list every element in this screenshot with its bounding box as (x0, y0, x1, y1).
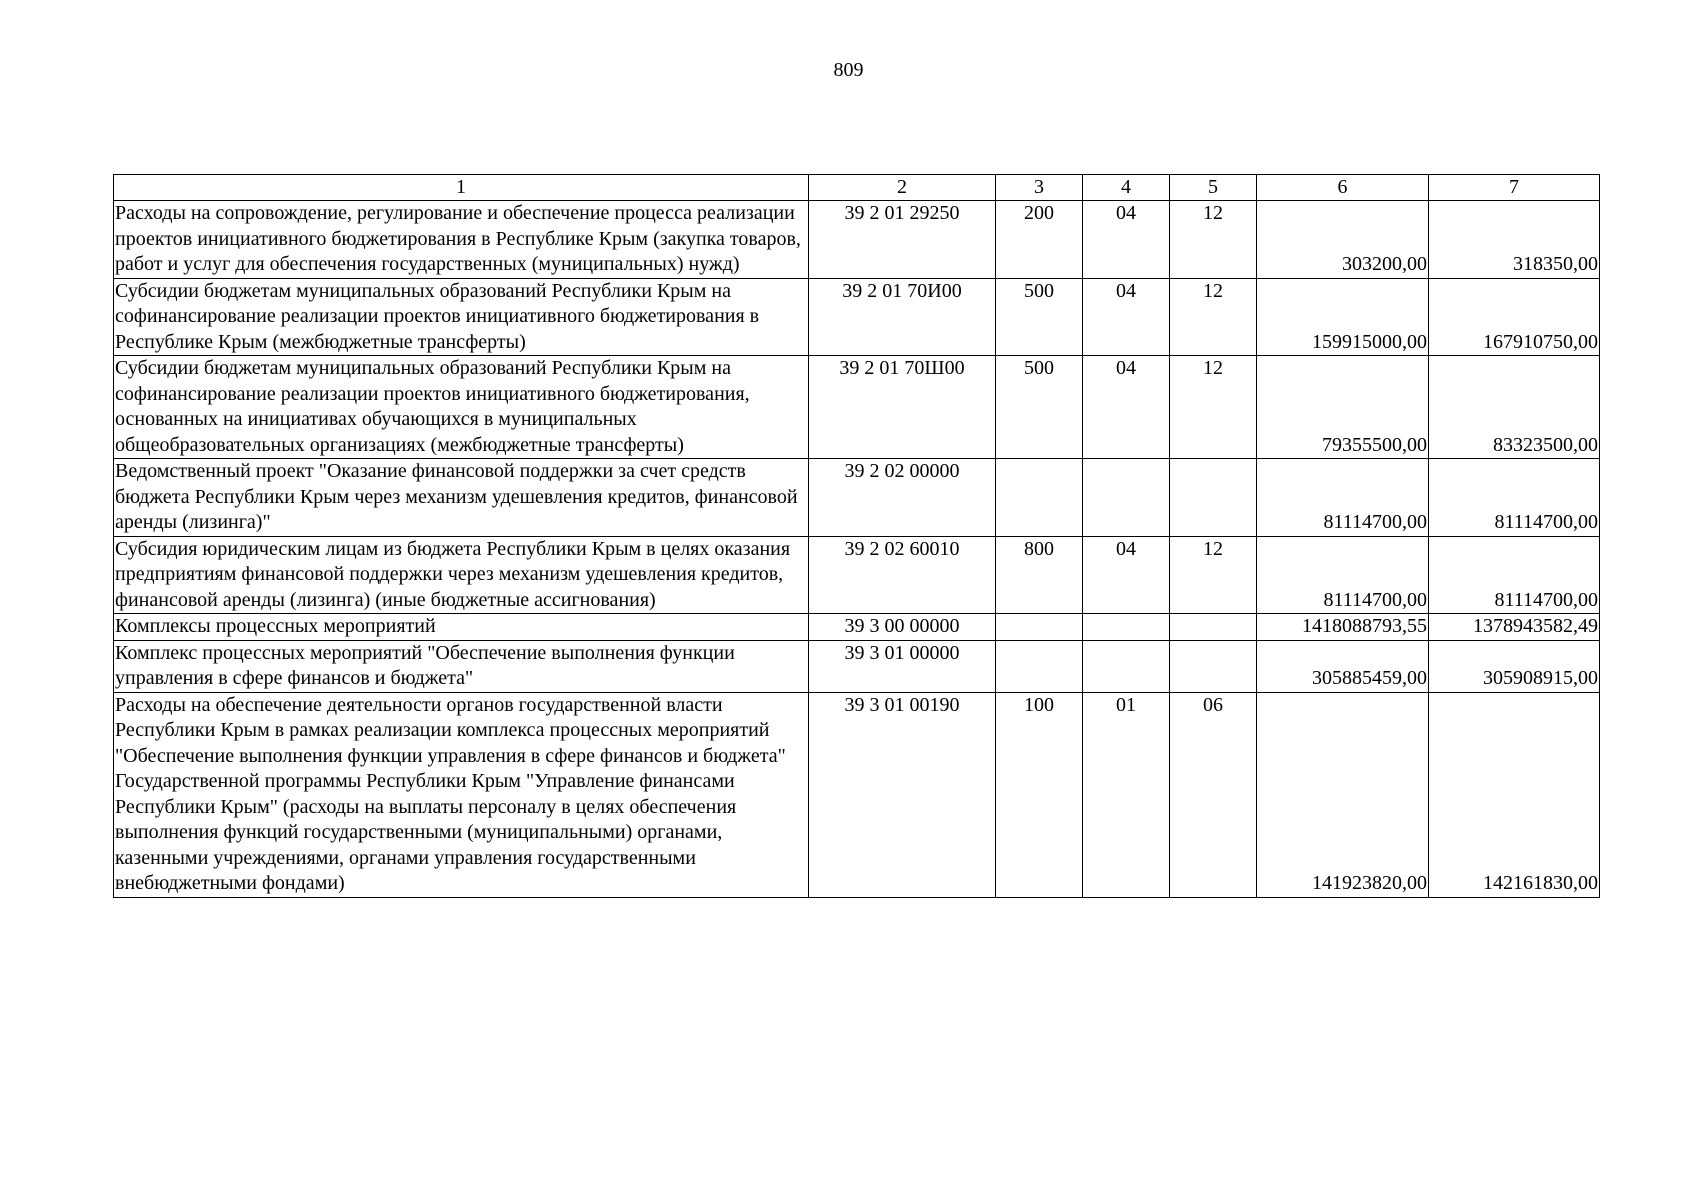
row-col4 (1083, 459, 1170, 537)
row-description: Субсидии бюджетам муниципальных образований Республики Крым на софинансирование реализации проектов инициативного бюджетирования в Республике Крым (межбюджетные трансферты) (114, 278, 809, 356)
row-col3: 200 (996, 201, 1083, 279)
row-description: Субсидии бюджетам муниципальных образований Республики Крым на софинансирование реализации проектов инициативного бюджетирования, основанных на инициативах обучающихся в муниципальных общеобразовательных организациях (межбюджетные трансферты) (114, 356, 809, 459)
row-amount-7: 305908915,00 (1429, 640, 1600, 692)
row-col3: 500 (996, 356, 1083, 459)
row-code: 39 2 01 70Ш00 (809, 356, 996, 459)
row-col4: 04 (1083, 356, 1170, 459)
row-amount-6: 141923820,00 (1257, 692, 1429, 897)
row-col5 (1170, 459, 1257, 537)
row-amount-6: 81114700,00 (1257, 536, 1429, 614)
row-col4 (1083, 614, 1170, 641)
column-header: 1 (114, 175, 809, 201)
row-col3: 500 (996, 278, 1083, 356)
row-amount-6: 79355500,00 (1257, 356, 1429, 459)
row-col5: 12 (1170, 356, 1257, 459)
row-code: 39 2 02 00000 (809, 459, 996, 537)
row-col4: 04 (1083, 278, 1170, 356)
row-col5: 06 (1170, 692, 1257, 897)
row-amount-6: 1418088793,55 (1257, 614, 1429, 641)
row-code: 39 2 02 60010 (809, 536, 996, 614)
row-amount-7: 81114700,00 (1429, 536, 1600, 614)
row-code: 39 2 01 29250 (809, 201, 996, 279)
row-description: Расходы на обеспечение деятельности органов государственной власти Республики Крым в рамках реализации комплекса процессных мероприятий "Обеспечение выполнения функции управления в сфере финансов и бюджета" Государственной программы Республики Крым "Управление финансами Республики Крым" (расходы на выплаты персоналу в целях обеспечения выполнения функций государственными (муниципальными) органами, казенными учреждениями, органами управления государственными внебюджетными фондами) (114, 692, 809, 897)
row-code: 39 3 01 00190 (809, 692, 996, 897)
column-header: 3 (996, 175, 1083, 201)
budget-table (113, 174, 1600, 898)
row-amount-6: 159915000,00 (1257, 278, 1429, 356)
row-amount-7: 1378943582,49 (1429, 614, 1600, 641)
row-amount-7: 81114700,00 (1429, 459, 1600, 537)
row-col4: 04 (1083, 536, 1170, 614)
row-amount-6: 303200,00 (1257, 201, 1429, 279)
row-col3 (996, 459, 1083, 537)
column-header: 5 (1170, 175, 1257, 201)
table-row (114, 459, 1600, 537)
column-header: 6 (1257, 175, 1429, 201)
table-row (114, 692, 1600, 897)
column-header: 7 (1429, 175, 1600, 201)
row-col4 (1083, 640, 1170, 692)
row-col5 (1170, 640, 1257, 692)
row-col3: 800 (996, 536, 1083, 614)
row-code: 39 3 00 00000 (809, 614, 996, 641)
row-col4: 04 (1083, 201, 1170, 279)
row-amount-6: 305885459,00 (1257, 640, 1429, 692)
column-header: 4 (1083, 175, 1170, 201)
row-description: Комплекс процессных мероприятий "Обеспечение выполнения функции управления в сфере финансов и бюджета" (114, 640, 809, 692)
table-row (114, 201, 1600, 279)
table-row (114, 536, 1600, 614)
row-description: Комплексы процессных мероприятий (114, 614, 809, 641)
row-code: 39 3 01 00000 (809, 640, 996, 692)
row-amount-6: 81114700,00 (1257, 459, 1429, 537)
row-col5: 12 (1170, 278, 1257, 356)
row-col5 (1170, 614, 1257, 641)
row-col5: 12 (1170, 201, 1257, 279)
table-row (114, 614, 1600, 641)
column-header-row (114, 175, 1600, 201)
row-col3 (996, 614, 1083, 641)
row-amount-7: 83323500,00 (1429, 356, 1600, 459)
row-description: Субсидия юридическим лицам из бюджета Республики Крым в целях оказания предприятиям финансовой поддержки через механизм удешевления кредитов, финансовой аренды (лизинга) (иные бюджетные ассигнования) (114, 536, 809, 614)
row-amount-7: 318350,00 (1429, 201, 1600, 279)
row-col3: 100 (996, 692, 1083, 897)
row-description: Ведомственный проект "Оказание финансовой поддержки за счет средств бюджета Республики Крым через механизм удешевления кредитов, финансовой аренды (лизинга)" (114, 459, 809, 537)
page-number: 809 (833, 59, 864, 81)
row-amount-7: 142161830,00 (1429, 692, 1600, 897)
row-col5: 12 (1170, 536, 1257, 614)
column-header: 2 (809, 175, 996, 201)
row-col3 (996, 640, 1083, 692)
table-row (114, 640, 1600, 692)
row-code: 39 2 01 70И00 (809, 278, 996, 356)
row-description: Расходы на сопровождение, регулирование и обеспечение процесса реализации проектов инициативного бюджетирования в Республике Крым (закупка товаров, работ и услуг для обеспечения государственных (муниципальных) нужд) (114, 201, 809, 279)
table-row (114, 356, 1600, 459)
row-col4: 01 (1083, 692, 1170, 897)
table-row (114, 278, 1600, 356)
row-amount-7: 167910750,00 (1429, 278, 1600, 356)
